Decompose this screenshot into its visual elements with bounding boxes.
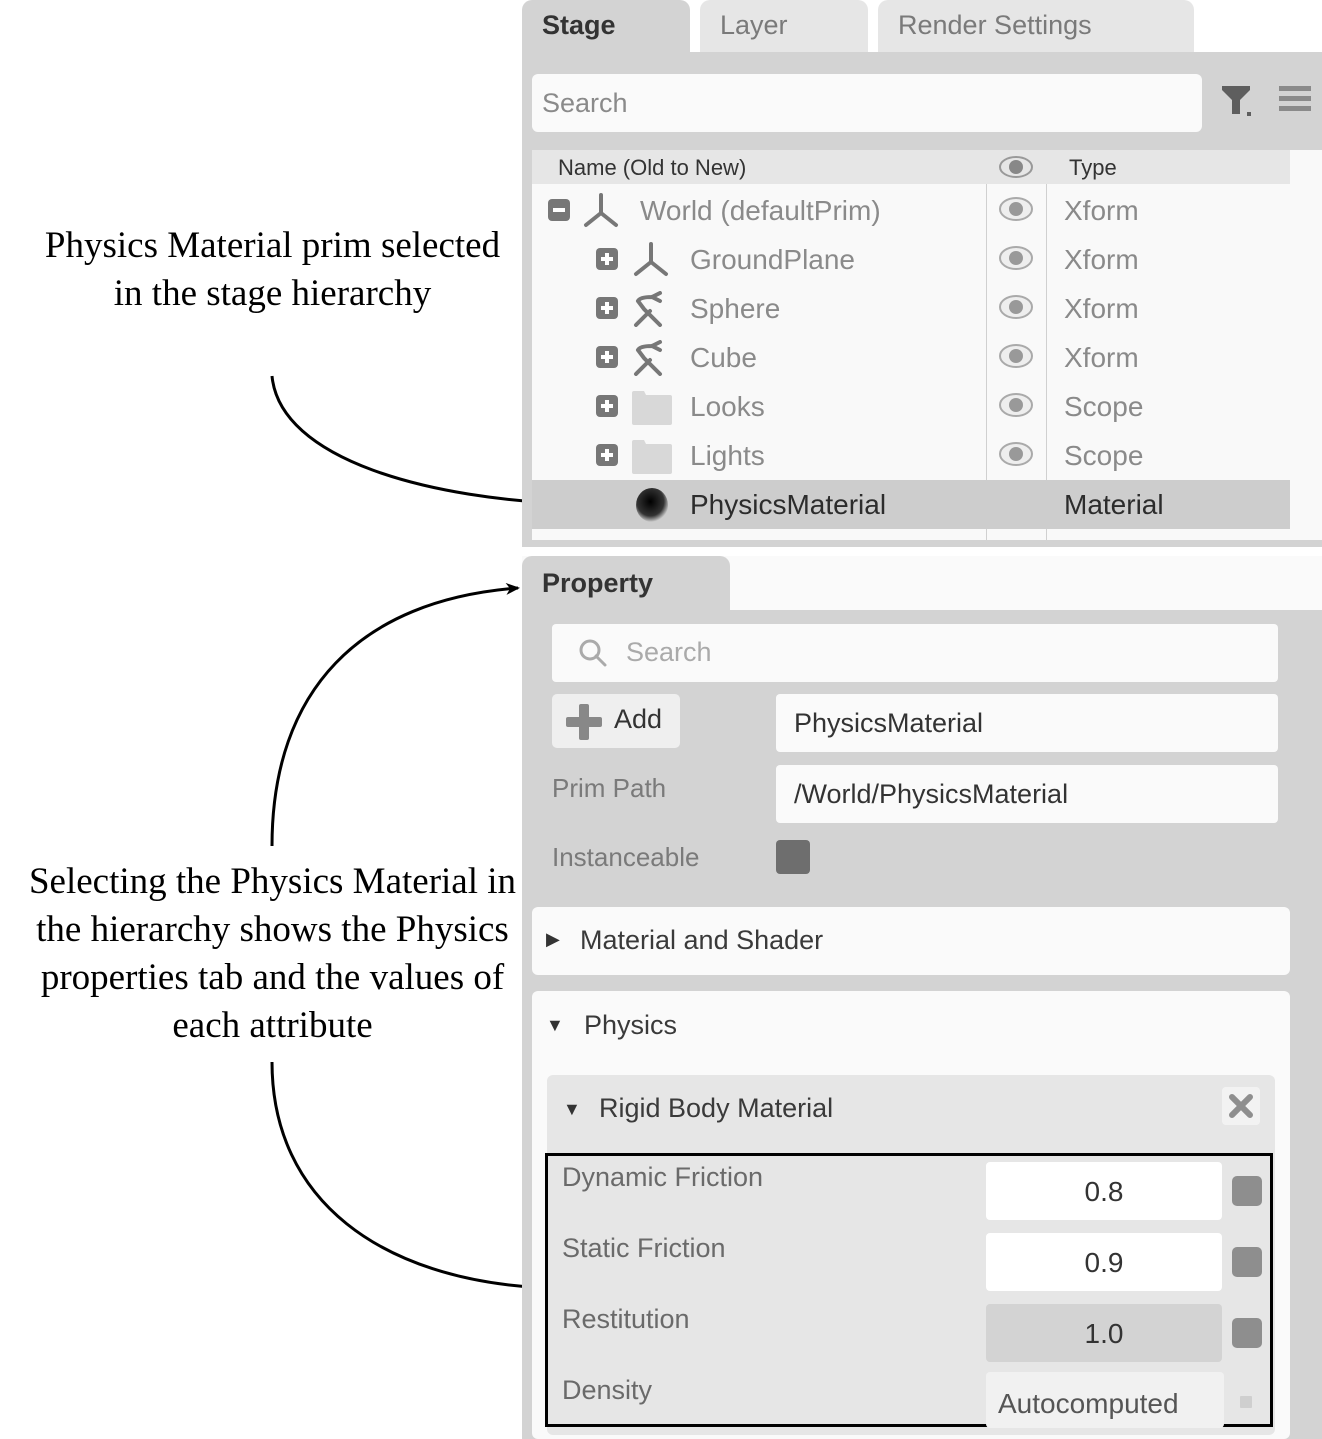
expand-icon[interactable]	[596, 248, 618, 270]
attr-keyframe-static-friction[interactable]	[1232, 1247, 1262, 1277]
row-name: Looks	[690, 391, 765, 422]
attr-value-density[interactable]: Autocomputed	[986, 1372, 1224, 1428]
property-tabbar	[522, 556, 1322, 612]
row-type: Scope	[1064, 440, 1144, 471]
eye-icon[interactable]	[998, 194, 1034, 224]
rigid-body-material-group	[547, 1075, 1275, 1435]
attr-value-dynamic-friction[interactable]: 0.8	[986, 1162, 1222, 1220]
stage-search-input[interactable]: Search	[532, 74, 1202, 132]
attr-keyframe-dynamic-friction[interactable]	[1232, 1176, 1262, 1206]
stage-panel	[522, 52, 1322, 547]
add-label: Add	[614, 704, 663, 734]
eye-icon[interactable]	[998, 341, 1034, 371]
search-placeholder: Search	[626, 637, 712, 667]
expand-icon[interactable]	[596, 297, 618, 319]
eye-icon[interactable]	[998, 390, 1034, 420]
filter-icon[interactable]	[1220, 84, 1254, 118]
tree-header	[532, 150, 1290, 184]
row-type: Material	[1064, 489, 1164, 520]
instanceable-label: Instanceable	[552, 842, 700, 872]
tree-row-lights[interactable]	[532, 431, 1290, 480]
attr-label-density: Density	[562, 1375, 653, 1405]
row-type: Scope	[1064, 391, 1144, 422]
attr-keyframe-density	[1240, 1396, 1252, 1408]
row-name: PhysicsMaterial	[690, 489, 887, 520]
row-name: GroundPlane	[690, 244, 856, 275]
row-name: Sphere	[690, 293, 781, 324]
tree-row-sphere[interactable]	[532, 284, 1290, 333]
plus-icon	[564, 702, 604, 742]
collapse-icon[interactable]	[548, 199, 570, 221]
attr-label-restitution: Restitution	[562, 1304, 690, 1334]
section-title[interactable]: Physics	[584, 1010, 678, 1040]
collapse-triangle-icon[interactable]: ▼	[563, 1099, 581, 1119]
column-header-type[interactable]: Type	[1069, 155, 1117, 180]
row-name: Cube	[690, 342, 757, 373]
right-panel	[522, 0, 1322, 1439]
section-physics	[532, 991, 1290, 1439]
expand-icon[interactable]	[596, 395, 618, 417]
row-type: Xform	[1064, 195, 1139, 226]
folder-icon	[630, 389, 672, 425]
remove-icon[interactable]	[1222, 1087, 1260, 1125]
section-material-and-shader[interactable]	[532, 907, 1290, 975]
xform-icon	[580, 193, 622, 229]
row-type: Xform	[1064, 293, 1139, 324]
material-sphere-icon	[632, 487, 674, 523]
eye-icon[interactable]	[998, 243, 1034, 273]
property-panel	[522, 610, 1322, 1439]
eye-icon[interactable]	[998, 439, 1034, 469]
tab-stage[interactable]: Stage	[522, 0, 690, 52]
row-name: World (defaultPrim)	[640, 195, 881, 226]
attr-keyframe-restitution[interactable]	[1232, 1318, 1262, 1348]
prim-path-field[interactable]: /World/PhysicsMaterial	[776, 765, 1278, 823]
tab-render-settings[interactable]: Render Settings	[878, 0, 1194, 52]
hamburger-menu-icon[interactable]	[1278, 84, 1312, 114]
arrow-to-attribute-box	[272, 1062, 545, 1288]
xform-transform-icon	[630, 291, 672, 327]
arrow-to-property-tab	[272, 588, 518, 846]
expand-triangle-icon[interactable]: ▶	[546, 929, 560, 949]
row-type: Xform	[1064, 244, 1139, 275]
tab-property[interactable]: Property	[522, 556, 730, 612]
attr-value-static-friction[interactable]: 0.9	[986, 1233, 1222, 1291]
prim-path-label: Prim Path	[552, 773, 667, 803]
add-button[interactable]	[552, 694, 680, 748]
section-title: Material and Shader	[580, 925, 824, 955]
collapse-triangle-icon[interactable]: ▼	[546, 1015, 564, 1035]
stage-tree	[532, 150, 1322, 540]
tree-row-groundplane[interactable]	[532, 235, 1290, 284]
annotation-stage-selection: Physics Material prim selected in the stage hierarchy	[44, 225, 501, 314]
tree-row-world[interactable]	[532, 186, 1290, 235]
prim-name-field[interactable]: PhysicsMaterial	[776, 694, 1278, 752]
xform-transform-icon	[630, 340, 672, 376]
property-search-input[interactable]	[552, 624, 1278, 682]
expand-icon[interactable]	[596, 346, 618, 368]
annotation-physics-properties: Selecting the Physics Material in the hierarchy shows the Physics properties tab and the values of each attribute	[28, 861, 517, 1046]
folder-icon	[630, 438, 672, 474]
expand-icon[interactable]	[596, 444, 618, 466]
instanceable-checkbox[interactable]	[776, 840, 810, 874]
search-icon	[578, 638, 608, 668]
tree-row-cube[interactable]	[532, 333, 1290, 382]
row-name: Lights	[690, 440, 765, 471]
eye-icon[interactable]	[998, 292, 1034, 322]
xform-icon	[630, 242, 672, 278]
column-header-name[interactable]: Name (Old to New)	[558, 155, 747, 180]
tab-layer[interactable]: Layer	[700, 0, 868, 52]
attr-value-restitution[interactable]: 1.0	[986, 1304, 1222, 1362]
tree-row-looks[interactable]	[532, 382, 1290, 431]
eye-icon[interactable]	[998, 154, 1034, 180]
attributes-highlight-box	[545, 1153, 1273, 1427]
attr-label-static-friction: Static Friction	[562, 1233, 726, 1263]
row-type: Xform	[1064, 342, 1139, 373]
attr-label-dynamic-friction: Dynamic Friction	[562, 1162, 764, 1192]
tree-row-physicsmaterial[interactable]	[532, 480, 1290, 529]
stage-tabbar	[522, 0, 1322, 52]
rigid-body-material-title[interactable]: Rigid Body Material	[599, 1093, 834, 1123]
